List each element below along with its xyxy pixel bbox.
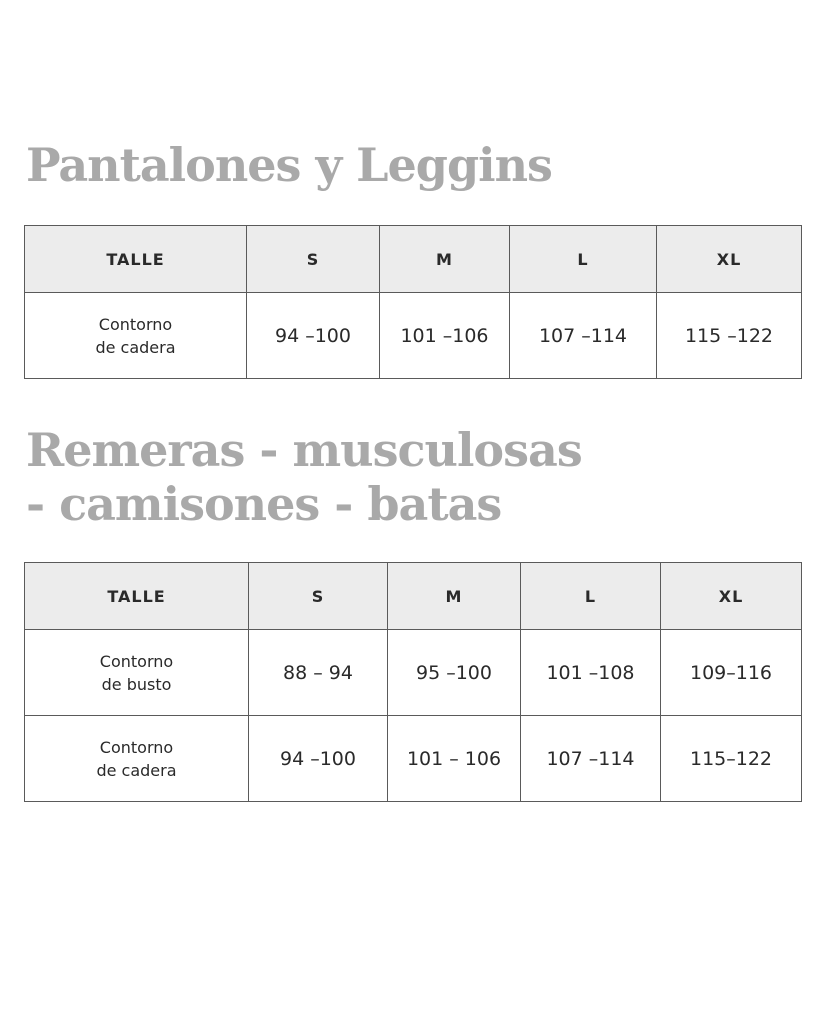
section-title-remeras [26,423,582,531]
row-label-cadera [25,716,249,802]
size-table-remeras [24,562,802,802]
row-label-line: de cadera [95,337,176,357]
value-cell-xl: 109–116 [661,630,802,716]
table-row [25,630,802,716]
value-cell-m: 101 –106 [380,293,510,379]
header-talle: TALLE [25,563,249,630]
row-label-line: Contorno [99,651,174,671]
value-cell-l: 107 –114 [521,716,661,802]
header-size-xl: XL [661,563,802,630]
value-cell-xl: 115 –122 [657,293,802,379]
row-label-cadera [25,293,247,379]
header-size-l: L [521,563,661,630]
row-label-line: de cadera [96,760,177,780]
section-title-pantalones: Pantalones y Leggins [26,138,552,192]
size-table-pantalones [24,225,802,379]
value-cell-s: 94 –100 [247,293,380,379]
row-label-line: Contorno [99,737,174,757]
table-header-row [25,563,802,630]
header-size-xl: XL [657,226,802,293]
header-size-l: L [510,226,657,293]
section-title-line: - camisones - batas [26,477,502,531]
header-size-s: S [249,563,388,630]
table-row [25,716,802,802]
row-label-line: Contorno [98,314,173,334]
value-cell-s: 88 – 94 [249,630,388,716]
value-cell-m: 95 –100 [388,630,521,716]
value-cell-l: 101 –108 [521,630,661,716]
row-label-line: de busto [101,674,172,694]
header-talle: TALLE [25,226,247,293]
table-header-row [25,226,802,293]
table-row [25,293,802,379]
header-size-s: S [247,226,380,293]
value-cell-s: 94 –100 [249,716,388,802]
value-cell-l: 107 –114 [510,293,657,379]
header-size-m: M [380,226,510,293]
value-cell-xl: 115–122 [661,716,802,802]
section-title-line: Remeras - musculosas [26,423,582,477]
header-size-m: M [388,563,521,630]
value-cell-m: 101 – 106 [388,716,521,802]
row-label-busto [25,630,249,716]
